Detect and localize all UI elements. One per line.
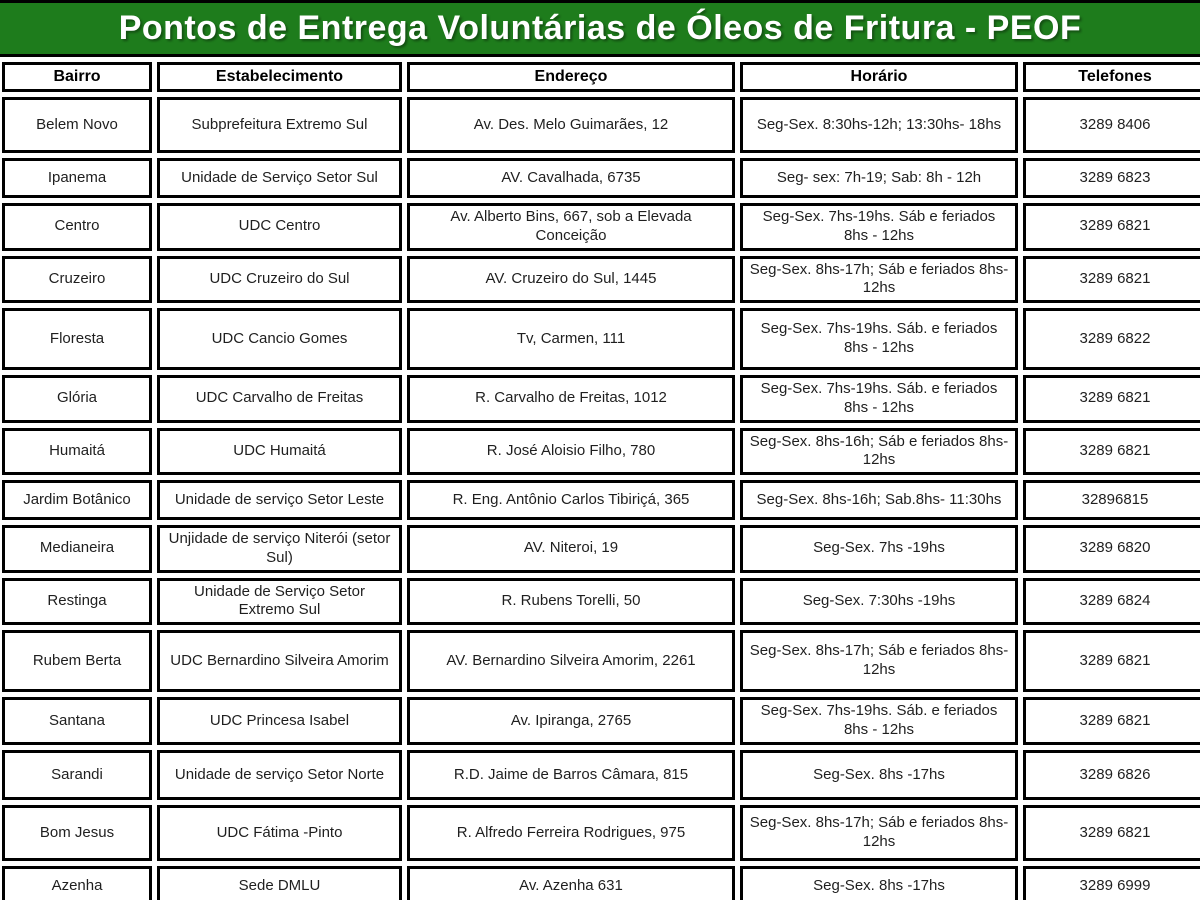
table-row <box>2 750 1200 800</box>
cell-horario: Seg-Sex. 8hs-17h; Sáb e feriados 8hs- 12hs <box>740 256 1018 304</box>
col-header-bairro: Bairro <box>2 62 152 92</box>
cell-endereco: Av. Ipiranga, 2765 <box>407 697 735 745</box>
table-row <box>2 578 1200 626</box>
table-row <box>2 308 1200 370</box>
cell-horario: Seg-Sex. 8hs-17h; Sáb e feriados 8hs- 12hs <box>740 630 1018 692</box>
cell-horario: Seg-Sex. 7hs -19hs <box>740 525 1018 573</box>
cell-horario: Seg-Sex. 8hs-16h; Sáb e feriados 8hs- 12hs <box>740 428 1018 476</box>
table-row <box>2 697 1200 745</box>
cell-estabelecimento: Unidade de Serviço Setor Sul <box>157 158 402 198</box>
table-row <box>2 428 1200 476</box>
cell-telefone: 3289 8406 <box>1023 97 1200 153</box>
table-row <box>2 525 1200 573</box>
cell-endereco: R. Rubens Torelli, 50 <box>407 578 735 626</box>
cell-endereco: R. José Aloisio Filho, 780 <box>407 428 735 476</box>
cell-estabelecimento: Unidade de Serviço Setor Extremo Sul <box>157 578 402 626</box>
table-row <box>2 375 1200 423</box>
cell-estabelecimento: Unjidade de serviço Niterói (setor Sul) <box>157 525 402 573</box>
cell-endereco: Av. Des. Melo Guimarães, 12 <box>407 97 735 153</box>
table-body <box>2 97 1200 900</box>
cell-endereco: AV. Cavalhada, 6735 <box>407 158 735 198</box>
page-title: Pontos de Entrega Voluntárias de Óleos de Fritura - PEOF <box>118 9 1082 47</box>
cell-horario: Seg- sex: 7h-19; Sab: 8h - 12h <box>740 158 1018 198</box>
table-row <box>2 630 1200 692</box>
cell-telefone: 32896815 <box>1023 480 1200 520</box>
cell-telefone: 3289 6821 <box>1023 697 1200 745</box>
cell-bairro: Ipanema <box>2 158 152 198</box>
cell-bairro: Glória <box>2 375 152 423</box>
cell-estabelecimento: UDC Princesa Isabel <box>157 697 402 745</box>
cell-telefone: 3289 6999 <box>1023 866 1200 900</box>
table-row <box>2 480 1200 520</box>
cell-bairro: Azenha <box>2 866 152 900</box>
cell-horario: Seg-Sex. 8hs-16h; Sab.8hs- 11:30hs <box>740 480 1018 520</box>
col-header-telefones: Telefones <box>1023 62 1200 92</box>
cell-endereco: Av. Alberto Bins, 667, sob a Elevada Conceição <box>407 203 735 251</box>
cell-telefone: 3289 6824 <box>1023 578 1200 626</box>
cell-endereco: R. Carvalho de Freitas, 1012 <box>407 375 735 423</box>
cell-horario: Seg-Sex. 7hs-19hs. Sáb. e feriados 8hs - 12hs <box>740 308 1018 370</box>
table-row <box>2 866 1200 900</box>
cell-horario: Seg-Sex. 8hs-17h; Sáb e feriados 8hs- 12hs <box>740 805 1018 861</box>
table-row <box>2 97 1200 153</box>
cell-telefone: 3289 6826 <box>1023 750 1200 800</box>
cell-endereco: R.D. Jaime de Barros Câmara, 815 <box>407 750 735 800</box>
cell-bairro: Bom Jesus <box>2 805 152 861</box>
cell-endereco: Tv, Carmen, 111 <box>407 308 735 370</box>
cell-estabelecimento: Sede DMLU <box>157 866 402 900</box>
cell-bairro: Santana <box>2 697 152 745</box>
peof-table <box>0 57 1200 900</box>
cell-telefone: 3289 6820 <box>1023 525 1200 573</box>
table-row <box>2 203 1200 251</box>
cell-estabelecimento: Unidade de serviço Setor Leste <box>157 480 402 520</box>
cell-telefone: 3289 6822 <box>1023 308 1200 370</box>
cell-bairro: Sarandi <box>2 750 152 800</box>
cell-endereco: AV. Bernardino Silveira Amorim, 2261 <box>407 630 735 692</box>
title-banner <box>0 0 1200 57</box>
table-row <box>2 805 1200 861</box>
cell-horario: Seg-Sex. 7hs-19hs. Sáb. e feriados 8hs - 12hs <box>740 375 1018 423</box>
cell-bairro: Restinga <box>2 578 152 626</box>
cell-bairro: Cruzeiro <box>2 256 152 304</box>
cell-endereco: Av. Azenha 631 <box>407 866 735 900</box>
cell-horario: Seg-Sex. 8:30hs-12h; 13:30hs- 18hs <box>740 97 1018 153</box>
cell-bairro: Jardim Botânico <box>2 480 152 520</box>
cell-endereco: R. Eng. Antônio Carlos Tibiriçá, 365 <box>407 480 735 520</box>
cell-telefone: 3289 6821 <box>1023 256 1200 304</box>
cell-estabelecimento: UDC Cancio Gomes <box>157 308 402 370</box>
cell-telefone: 3289 6821 <box>1023 428 1200 476</box>
cell-estabelecimento: UDC Cruzeiro do Sul <box>157 256 402 304</box>
cell-estabelecimento: UDC Humaitá <box>157 428 402 476</box>
cell-telefone: 3289 6821 <box>1023 630 1200 692</box>
cell-estabelecimento: Unidade de serviço Setor Norte <box>157 750 402 800</box>
table-header <box>2 62 1200 92</box>
cell-bairro: Floresta <box>2 308 152 370</box>
cell-endereco: AV. Cruzeiro do Sul, 1445 <box>407 256 735 304</box>
cell-bairro: Humaitá <box>2 428 152 476</box>
cell-bairro: Centro <box>2 203 152 251</box>
cell-horario: Seg-Sex. 8hs -17hs <box>740 750 1018 800</box>
cell-horario: Seg-Sex. 7hs-19hs. Sáb e feriados 8hs - 12hs <box>740 203 1018 251</box>
cell-estabelecimento: UDC Bernardino Silveira Amorim <box>157 630 402 692</box>
cell-bairro: Rubem Berta <box>2 630 152 692</box>
cell-endereco: R. Alfredo Ferreira Rodrigues, 975 <box>407 805 735 861</box>
cell-horario: Seg-Sex. 8hs -17hs <box>740 866 1018 900</box>
cell-estabelecimento: UDC Fátima -Pinto <box>157 805 402 861</box>
cell-endereco: AV. Niteroi, 19 <box>407 525 735 573</box>
col-header-estabelecimento: Estabelecimento <box>157 62 402 92</box>
cell-telefone: 3289 6821 <box>1023 805 1200 861</box>
cell-bairro: Medianeira <box>2 525 152 573</box>
cell-bairro: Belem Novo <box>2 97 152 153</box>
cell-estabelecimento: Subprefeitura Extremo Sul <box>157 97 402 153</box>
col-header-horario: Horário <box>740 62 1018 92</box>
cell-telefone: 3289 6821 <box>1023 203 1200 251</box>
col-header-endereco: Endereço <box>407 62 735 92</box>
cell-telefone: 3289 6823 <box>1023 158 1200 198</box>
table-row <box>2 158 1200 198</box>
cell-horario: Seg-Sex. 7hs-19hs. Sáb. e feriados 8hs - 12hs <box>740 697 1018 745</box>
cell-estabelecimento: UDC Carvalho de Freitas <box>157 375 402 423</box>
cell-telefone: 3289 6821 <box>1023 375 1200 423</box>
table-row <box>2 256 1200 304</box>
cell-estabelecimento: UDC Centro <box>157 203 402 251</box>
header-row <box>2 62 1200 92</box>
cell-horario: Seg-Sex. 7:30hs -19hs <box>740 578 1018 626</box>
